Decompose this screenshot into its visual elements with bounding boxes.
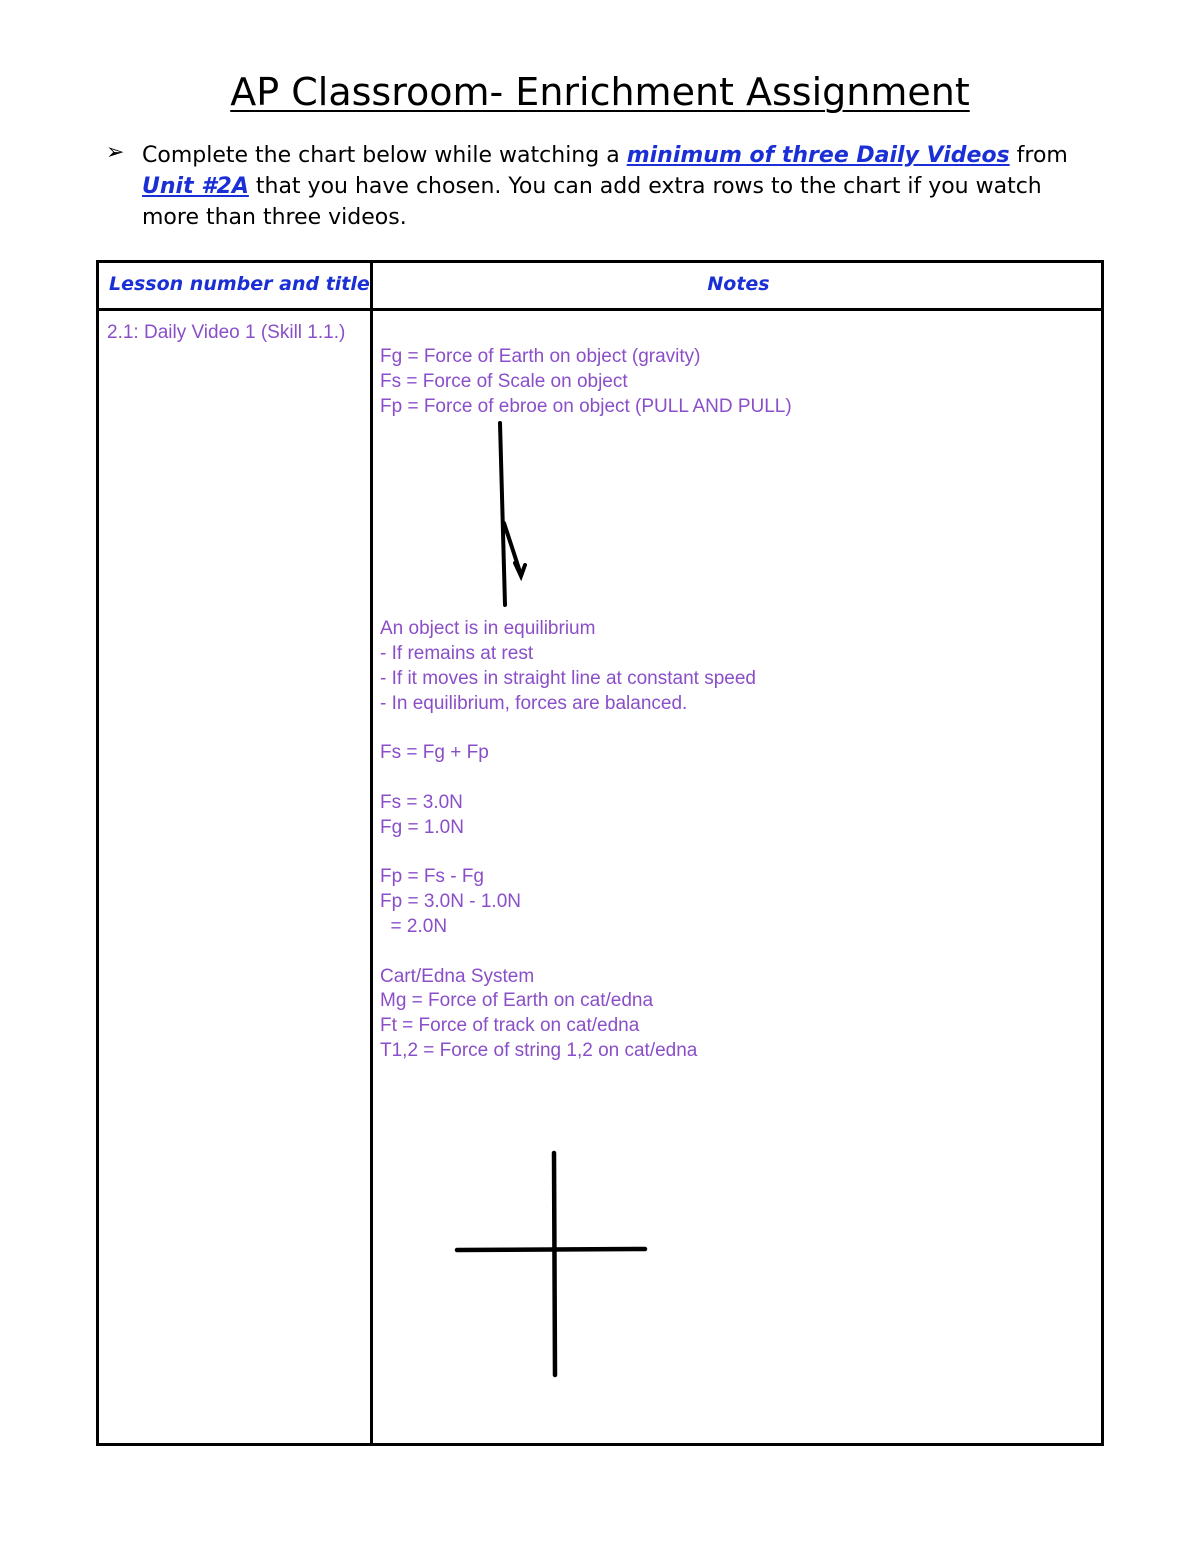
note-line: Ft = Force of track on cat/edna bbox=[380, 1015, 640, 1037]
note-line: T1,2 = Force of string 1,2 on cat/edna bbox=[380, 1039, 698, 1061]
instructions-part2: from bbox=[1009, 143, 1068, 168]
note-line: Mg = Force of Earth on cat/edna bbox=[380, 990, 654, 1012]
note-line: An object is in equilibrium bbox=[380, 618, 596, 640]
note-line: Fs = Force of Scale on object bbox=[380, 370, 628, 392]
drawing-space bbox=[380, 419, 1080, 617]
note-line: - If it moves in straight line at constant speed bbox=[380, 667, 756, 689]
instructions-text bbox=[142, 140, 1102, 233]
note-line: Fg = 1.0N bbox=[380, 816, 464, 838]
notes-definitions bbox=[380, 345, 1080, 419]
column-divider bbox=[370, 263, 373, 1443]
note-line: - In equilibrium, forces are balanced. bbox=[380, 692, 688, 714]
note-line: Fs = 3.0N bbox=[380, 791, 463, 813]
unit-link[interactable]: Unit #2A bbox=[142, 174, 249, 199]
cross-diagram-sketch bbox=[450, 1145, 655, 1385]
page-title: AP Classroom- Enrichment Assignment bbox=[230, 70, 970, 114]
notes-cart-system bbox=[380, 965, 1080, 1064]
notes-calculation bbox=[380, 865, 1080, 939]
header-lesson: Lesson number and title bbox=[109, 273, 370, 295]
lesson-cell[interactable]: 2.1: Daily Video 1 (Skill 1.1.) bbox=[107, 322, 346, 343]
notes-force-sum bbox=[380, 741, 1080, 766]
header-notes: Notes bbox=[707, 273, 770, 295]
notes-cell[interactable] bbox=[380, 345, 1080, 1064]
notes-values bbox=[380, 791, 1080, 841]
note-line: Fp = Fs - Fg bbox=[380, 866, 484, 888]
force-diagram-sketch bbox=[490, 415, 540, 615]
instructions-part3: that you have chosen. You can add extra rows to the chart if you watch more than three videos. bbox=[142, 174, 1042, 230]
note-line: Cart/Edna System bbox=[380, 965, 535, 987]
note-line: Fp = 3.0N - 1.0N bbox=[380, 891, 521, 913]
instructions-part1: Complete the chart below while watching a bbox=[142, 143, 627, 168]
note-line: Fp = Force of ebroe on object (PULL AND PULL) bbox=[380, 395, 792, 417]
note-line: - If remains at rest bbox=[380, 643, 534, 665]
header-divider bbox=[99, 308, 1101, 311]
arrow-bullet-icon: ➢ bbox=[106, 140, 125, 165]
note-line: Fs = Fg + Fp bbox=[380, 742, 489, 764]
minimum-videos-link[interactable]: minimum of three Daily Videos bbox=[626, 143, 1010, 168]
note-line: = 2.0N bbox=[380, 915, 448, 937]
notes-equilibrium bbox=[380, 617, 1080, 716]
note-line: Fg = Force of Earth on object (gravity) bbox=[380, 346, 701, 367]
